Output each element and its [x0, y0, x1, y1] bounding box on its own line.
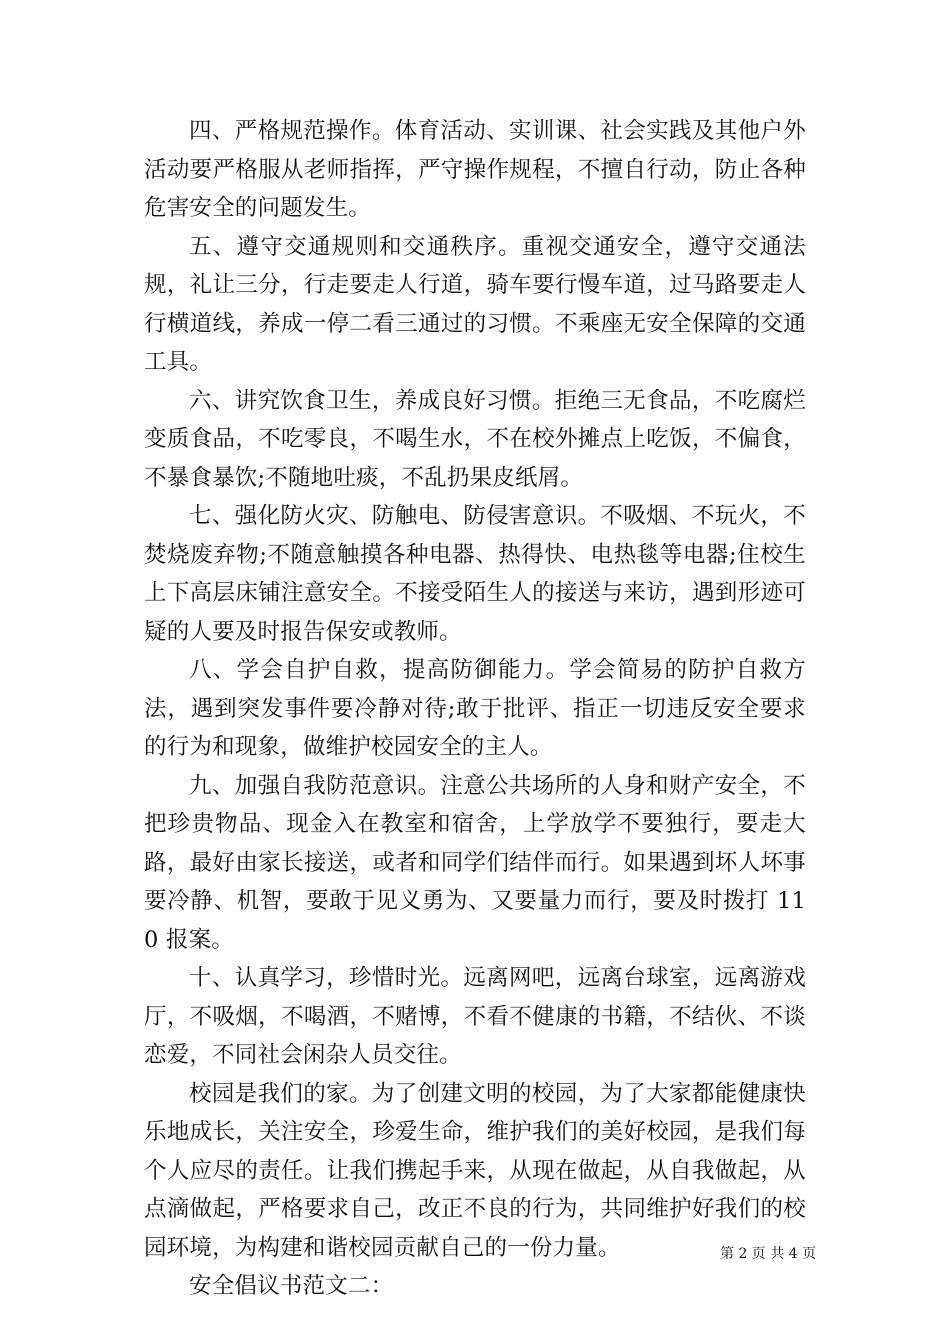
paragraph-section-heading: 安全倡议书范文二： — [189, 1273, 394, 1299]
paragraph-rule-10: 十、认真学习，珍惜时光。远离网吧，远离台球室，远离游戏厅，不吸烟，不喝酒，不赌博，不看不健康的书籍，不结伙、不谈恋爱，不同社会闲杂人员交往。 — [144, 965, 806, 1068]
paragraph-rule-6: 六、讲究饮食卫生，养成良好习惯。拒绝三无食品，不吃腐烂变质食品，不吃零良，不喝生水，不在校外摊点上吃饭，不偏食，不暴食暴饮;不随地吐痰，不乱扔果皮纸屑。 — [144, 387, 806, 491]
document-body — [144, 112, 806, 1306]
paragraph-rule-5: 五、遵守交通规则和交通秩序。重视交通安全，遵守交通法规，礼让三分，行走要走人行道，骑车要行慢车道，过马路要走人行横道线，养成一停二看三通过的习惯。不乘座无安全保障的交通工具。 — [144, 233, 806, 375]
paragraph-rule-8: 八、学会自护自救，提高防御能力。学会简易的防护自救方法，遇到突发事件要冷静对待;敢于批评、指正一切违反安全要求的行为和现象，做维护校园安全的主人。 — [144, 657, 806, 760]
paragraph-conclusion: 校园是我们的家。为了创建文明的校园，为了大家都能健康快乐地成长，关注安全，珍爱生命，维护我们的美好校园，是我们每个人应尽的责任。让我们携起手来，从现在做起，从自我做起，从点滴做起，严格要求自己，改正不良的行为，共同维护好我们的校园环境，为构建和谐校园贡献自己的一份力量。 — [144, 1080, 806, 1261]
paragraph-rule-7: 七、强化防火灾、防触电、防侵害意识。不吸烟、不玩火，不焚烧废弃物;不随意触摸各种电器、热得快、电热毯等电器;住校生上下高层床铺注意安全。不接受陌生人的接送与来访，遇到形迹可疑的人要及时报告保安或教师。 — [144, 503, 806, 645]
paragraph-rule-4: 四、严格规范操作。体育活动、实训课、社会实践及其他户外活动要严格服从老师指挥，严守操作规程，不擅自行动，防止各种危害安全的问题发生。 — [144, 118, 806, 221]
paragraph-rule-9: 九、加强自我防范意识。注意公共场所的人身和财产安全，不把珍贵物品、现金入在教室和宿舍，上学放学不要独行，要走大路，最好由家长接送，或者和同学们结伴而行。如果遇到坏人坏事要冷静、机智，要敢于见义勇为、又要量力而行，要及时拨打 110 报案。 — [144, 772, 806, 953]
page-number-footer: 第 2 页 共 4 页 — [720, 1246, 817, 1262]
